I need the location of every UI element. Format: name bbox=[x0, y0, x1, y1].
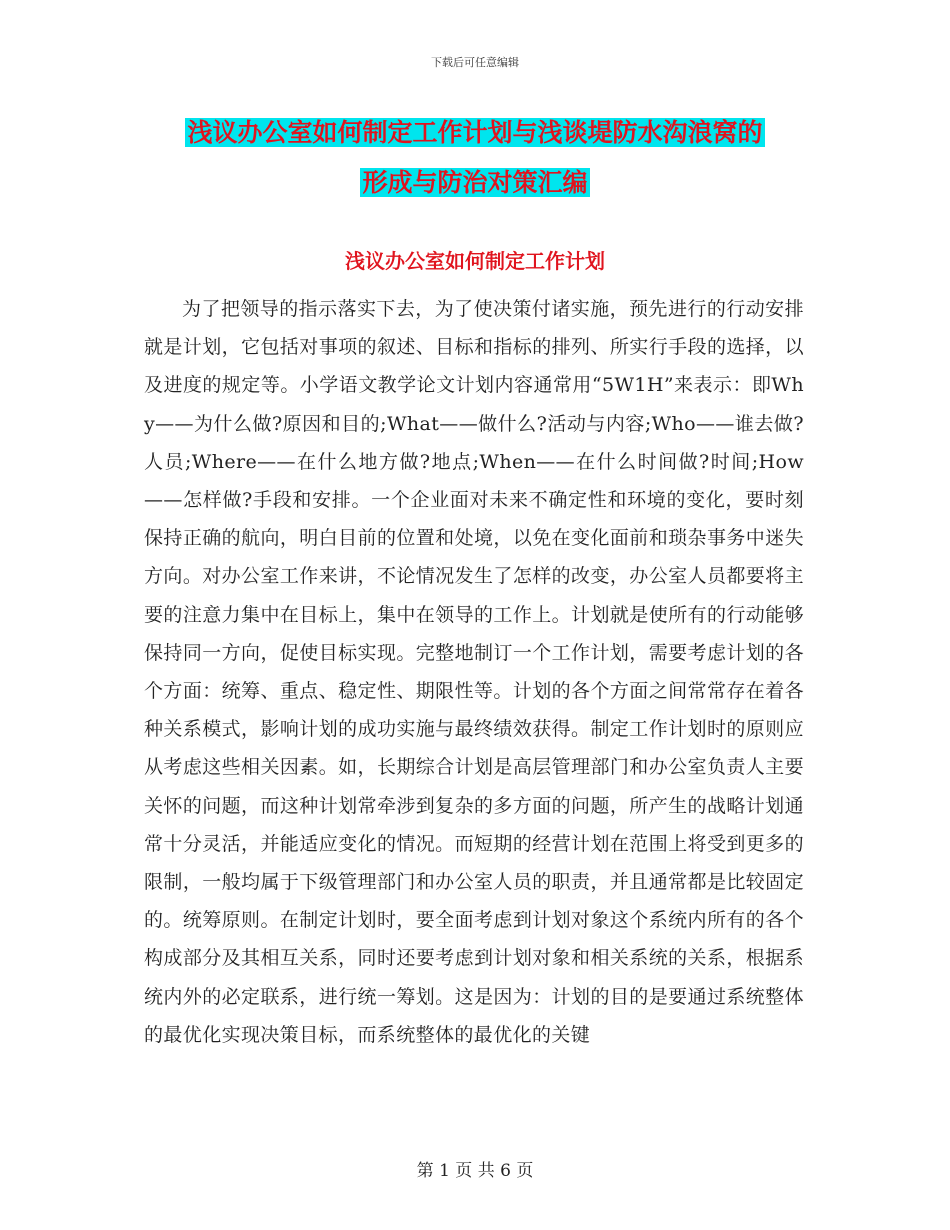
title-highlight-line-1: 浅议办公室如何制定工作计划与浅谈堤防水沟浪窝的 bbox=[187, 118, 763, 147]
body-paragraph: 为了把领导的指示落实下去，为了使决策付诸实施，预先进行的行动安排就是计划，它包括对事项的叙述、目标和指标的排列、所实行手段的选择，以及进度的规定等。小学语文教学论文计划内容通常用“5W1H”来表示：即Why——为什么做?原因和目的;What——做什么?活动与内容;Who——谁去做?人员;Where——在什么地方做?地点;When——在什么时间做?时间;How——怎样做?手段和安排。一个企业面对未来不确定性和环境的变化，要时刻保持正确的航向，明白目前的位置和处境，以免在变化面前和琐杂事务中迷失方向。对办公室工作来讲，不论情况发生了怎样的改变，办公室人员都要将主要的注意力集中在目标上，集中在领导的工作上。计划就是使所有的行动能够保持同一方向，促使目标实现。完整地制订一个工作计划，需要考虑计划的各个方面：统筹、重点、稳定性、期限性等。计划的各个方面之间常常存在着各种关系模式，影响计划的成功实施与最终绩效获得。制定工作计划时的原则应从考虑这些相关因素。如，长期综合计划是高层管理部门和办公室负责人主要关怀的问题，而这种计划常牵涉到复杂的多方面的问题，所产生的战略计划通常十分灵活，并能适应变化的情况。而短期的经营计划在范围上将受到更多的限制，一般均属于下级管理部门和办公室人员的职责，并且通常都是比较固定的。统筹原则。在制定计划时，要全面考虑到计划对象这个系统内所有的各个构成部分及其相互关系，同时还要考虑到计划对象和相关系统的关系，根据系统内外的必定联系，进行统一筹划。这是因为：计划的目的是要通过系统整体的最优化实现决策目标，而系统整体的最优化的关键 bbox=[144, 298, 804, 1046]
page-footer: 第 1 页 共 6 页 bbox=[416, 1161, 534, 1181]
title-highlight-line-2: 形成与防治对策汇编 bbox=[362, 168, 588, 197]
section-title: 浅议办公室如何制定工作计划 bbox=[345, 249, 605, 273]
header-note: 下载后可任意编辑 bbox=[431, 56, 519, 69]
document-title-line-1 bbox=[0, 108, 950, 158]
document-title-line-2 bbox=[0, 158, 950, 208]
document-title bbox=[0, 108, 950, 208]
